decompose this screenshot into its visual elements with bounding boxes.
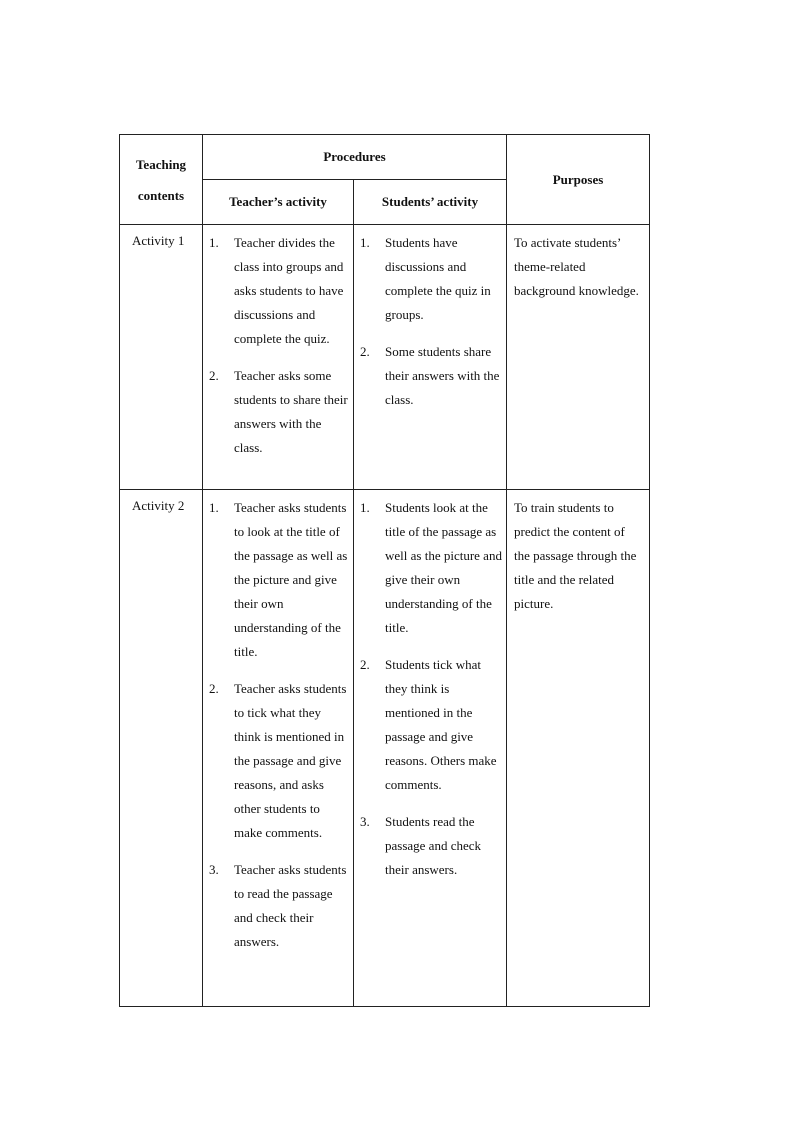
- step-number: 2.: [209, 681, 219, 696]
- teaching-contents-line1: Teaching: [135, 156, 187, 172]
- step-text: Students tick what they think is mentioned in the passage and give reasons. Others make comments.: [385, 657, 497, 792]
- table-row-activity-1: [120, 225, 650, 490]
- step-number: 1.: [209, 500, 219, 515]
- step-text: Teacher divides the class into groups and asks students to have discussions and complete the quiz.: [234, 235, 344, 346]
- activity-name: Activity 2: [120, 490, 203, 1007]
- list-item: [360, 496, 502, 640]
- list-item: [360, 653, 502, 797]
- procedures-header: Procedures: [203, 135, 507, 180]
- purposes-header: Purposes: [507, 135, 650, 225]
- step-text: Students look at the title of the passage as well as the picture and give their own understanding of the title.: [385, 500, 502, 635]
- students-activity-header: Students’ activity: [354, 180, 507, 225]
- step-number: 1.: [209, 235, 219, 250]
- list-item: [209, 496, 349, 664]
- students-activity-cell: [354, 225, 507, 490]
- step-text: Teacher asks students to look at the title of the passage as well as the picture and give their own understanding of the title.: [234, 500, 348, 659]
- teacher-activity-cell: [203, 490, 354, 1007]
- step-text: Teacher asks students to read the passage and check their answers.: [234, 862, 347, 949]
- list-item: [209, 858, 349, 954]
- table-row-activity-2: [120, 490, 650, 1007]
- step-number: 1.: [360, 235, 370, 250]
- step-number: 2.: [360, 657, 370, 672]
- list-item: [209, 231, 349, 351]
- teacher-activity-header: Teacher’s activity: [203, 180, 354, 225]
- purpose-cell: To train students to predict the content of the passage through the title and the related picture.: [507, 490, 650, 1007]
- activity-name: Activity 1: [120, 225, 203, 490]
- step-text: Teacher asks students to tick what they think is mentioned in the passage and give reasons, and asks other students to make comments.: [234, 681, 347, 840]
- step-number: 3.: [209, 862, 219, 877]
- list-item: [209, 364, 349, 460]
- teaching-contents-line2: contents: [137, 187, 185, 203]
- list-item: [360, 340, 502, 412]
- step-text: Students read the passage and check their answers.: [385, 814, 482, 877]
- step-number: 1.: [360, 500, 370, 515]
- list-item: [360, 231, 502, 327]
- step-text: Some students share their answers with the class.: [385, 344, 500, 407]
- teacher-activity-cell: [203, 225, 354, 490]
- step-number: 2.: [360, 344, 370, 359]
- step-number: 3.: [360, 814, 370, 829]
- list-item: [209, 677, 349, 845]
- step-text: Students have discussions and complete the quiz in groups.: [385, 235, 491, 322]
- list-item: [360, 810, 502, 882]
- step-text: Teacher asks some students to share their answers with the class.: [234, 368, 348, 455]
- teaching-plan-table: [119, 134, 650, 1007]
- step-number: 2.: [209, 368, 219, 383]
- students-activity-cell: [354, 490, 507, 1007]
- teaching-contents-header: [120, 135, 203, 225]
- purpose-cell: To activate students’ theme-related background knowledge.: [507, 225, 650, 490]
